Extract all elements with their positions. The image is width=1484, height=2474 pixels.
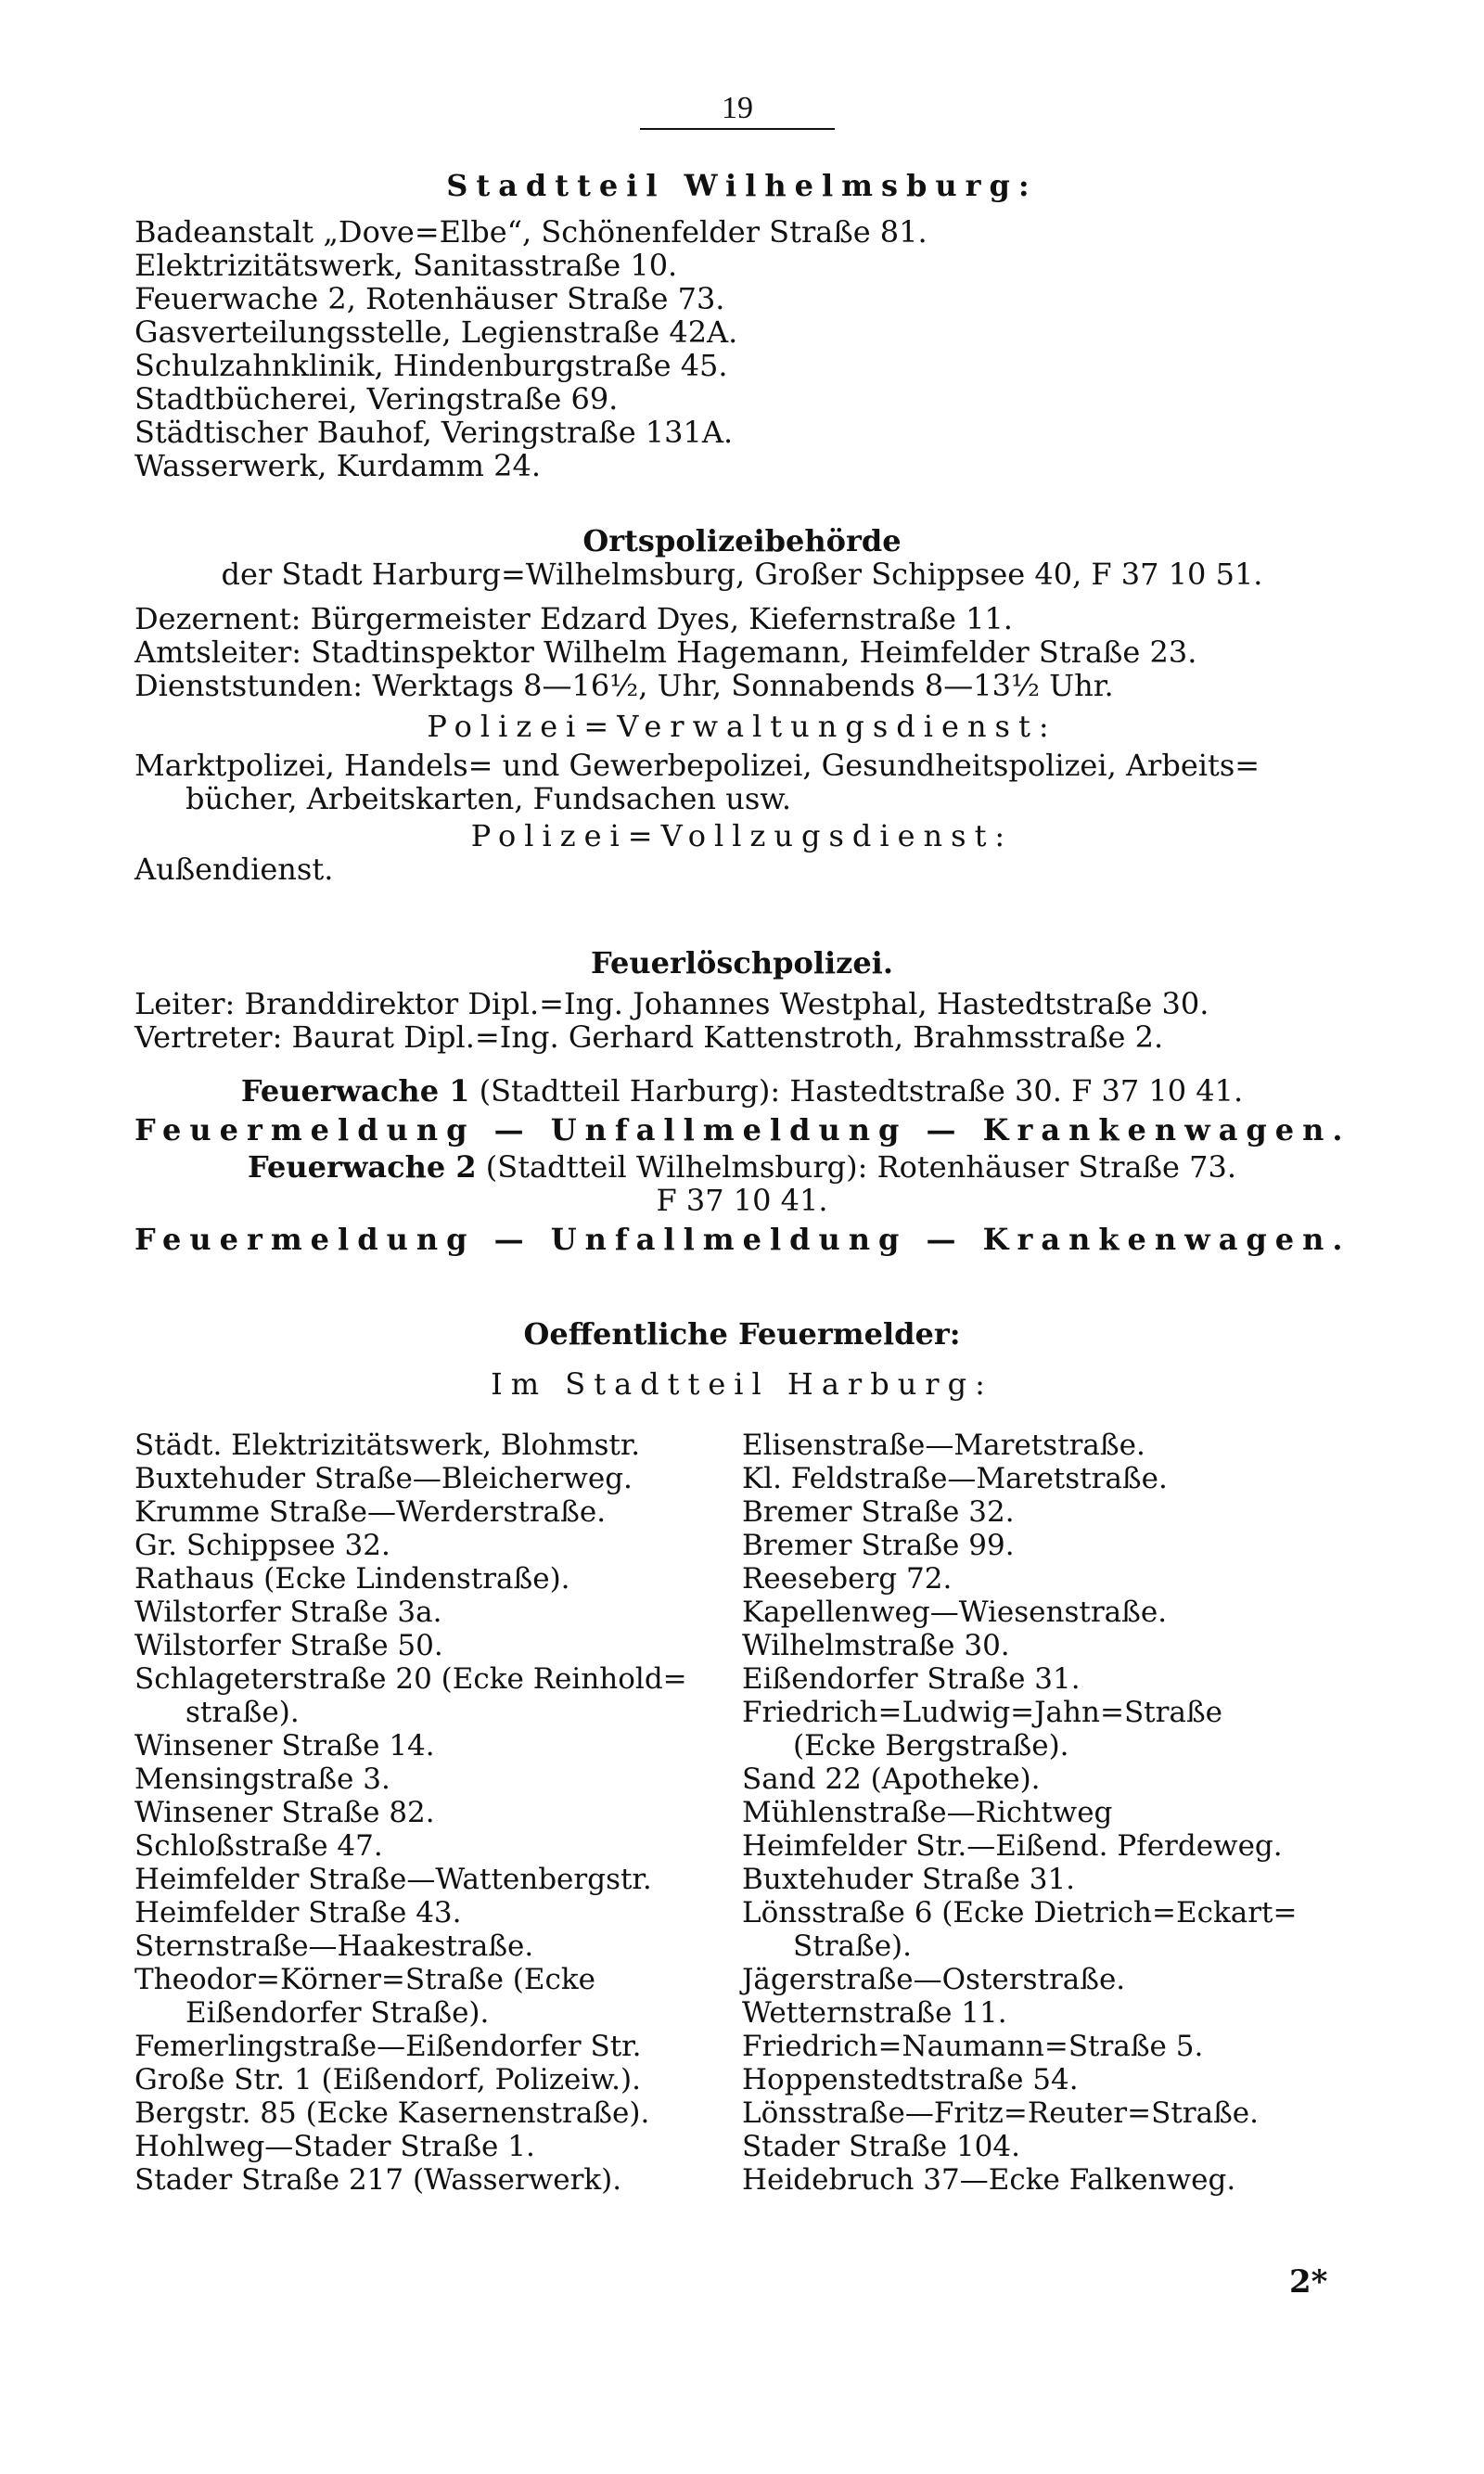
list-item: Eißendorfer Straße 31.: [742, 1662, 1081, 1696]
list-item: Heimfelder Straße 43.: [134, 1896, 462, 1929]
section-heading: Stadtteil Wilhelmsburg:: [446, 168, 1038, 203]
list-item: Badeanstalt „Dove=Elbe“, Schönenfelder Straße 81.: [134, 214, 928, 250]
list-item: Heimfelder Str.—Eißend. Pferdeweg.: [742, 1829, 1283, 1863]
list-item: Mühlenstraße—Richtweg: [742, 1796, 1113, 1829]
list-item: Kl. Feldstraße—Maretstraße.: [742, 1462, 1168, 1495]
list-item: straße).: [186, 1696, 300, 1729]
signature-mark: 2*: [1289, 2263, 1328, 2301]
section-subheading: der Stadt Harburg=Wilhelmsburg, Großer Schippsee 40, F 37 10 51.: [221, 557, 1263, 592]
list-item: Winsener Straße 14.: [134, 1729, 435, 1763]
body-text: Außendienst.: [134, 852, 334, 887]
list-item: Städtischer Bauhof, Veringstraße 131A.: [134, 415, 734, 450]
subsection-heading: Polizei=Verwaltungsdienst:: [427, 709, 1057, 744]
list-item: Elektrizitätswerk, Sanitasstraße 10.: [134, 248, 678, 283]
list-item: Stadtbücherei, Veringstraße 69.: [134, 381, 619, 417]
list-item: Schloßstraße 47.: [134, 1829, 383, 1863]
feuerwache-phone: F 37 10 41.: [656, 1183, 828, 1218]
section-heading: Oeffentliche Feuermelder:: [523, 1316, 961, 1352]
list-item: Eißendorfer Straße).: [186, 1996, 490, 2030]
list-item: Friedrich=Naumann=Straße 5.: [742, 2030, 1204, 2063]
feuerwache-1: [134, 1074, 1350, 1108]
feuerwache-text: (Stadtteil Wilhelmsburg): Rotenhäuser Straße 73.: [476, 1149, 1236, 1185]
leiter-line: Leiter: Branddirektor Dipl.=Ing. Johannes Westphal, Hastedtstraße 30.: [134, 986, 1209, 1021]
feuerwache-text: (Stadtteil Harburg): Hastedtstraße 30. F 37 10 41.: [469, 1073, 1244, 1109]
list-item: (Ecke Bergstraße).: [793, 1729, 1069, 1763]
list-item: Theodor=Körner=Straße (Ecke: [134, 1963, 595, 1996]
list-item: Gr. Schippsee 32.: [134, 1529, 390, 1562]
list-item: Femerlingstraße—Eißendorfer Str.: [134, 2030, 642, 2063]
list-item: Große Str. 1 (Eißendorf, Polizeiw.).: [134, 2063, 641, 2096]
body-text: Marktpolizei, Handels= und Gewerbepolizei, Gesundheitspolizei, Arbeits=: [134, 748, 1260, 783]
list-item: Hohlweg—Stader Straße 1.: [134, 2130, 535, 2163]
feuermelder-right-column: [742, 1429, 1391, 2197]
list-item: Winsener Straße 82.: [134, 1796, 435, 1829]
list-item: Bremer Straße 32.: [742, 1495, 1015, 1529]
section-heading: Ortspolizeibehörde: [582, 523, 902, 558]
list-item: Friedrich=Ludwig=Jahn=Straße: [742, 1696, 1222, 1729]
list-item: Krumme Straße—Werderstraße.: [134, 1495, 607, 1529]
list-item: Reeseberg 72.: [742, 1562, 953, 1596]
section-feuerloeschpolizei: [134, 946, 1350, 1256]
list-item: Sand 22 (Apotheke).: [742, 1763, 1041, 1796]
list-item: Straße).: [793, 1929, 912, 1963]
list-item: Städt. Elektrizitätswerk, Blohmstr.: [134, 1429, 641, 1462]
feuerwache-label: Feuerwache 2: [248, 1149, 477, 1185]
list-item: Wilhelmstraße 30.: [742, 1629, 1010, 1662]
list-item: Mensingstraße 3.: [134, 1763, 390, 1796]
meldung-line: Feuermeldung — Unfallmeldung — Krankenwagen.: [134, 1222, 1351, 1257]
list-item: Schulzahnklinik, Hindenburgstraße 45.: [134, 348, 728, 383]
feuerwache-label: Feuerwache 1: [240, 1073, 470, 1109]
list-item: Stader Straße 217 (Wasserwerk).: [134, 2163, 622, 2197]
section-heading: Feuerlöschpolizei.: [591, 945, 893, 981]
info-line: Dienststunden: Werktags 8—16½, Uhr, Sonnabends 8—13½ Uhr.: [134, 668, 1114, 703]
body-text: bücher, Arbeitskarten, Fundsachen usw.: [186, 781, 791, 816]
subsection-heading: Polizei=Vollzugsdienst:: [470, 818, 1014, 853]
section-feuermelder: [134, 1317, 1350, 1401]
list-item: Kapellenweg—Wiesenstraße.: [742, 1596, 1168, 1629]
info-line: Amtsleiter: Stadtinspektor Wilhelm Hagemann, Heimfelder Straße 23.: [134, 635, 1197, 670]
ortspolizei-lines: [134, 602, 1350, 702]
list-item: Gasverteilungsstelle, Legienstraße 42A.: [134, 314, 738, 350]
section-wilhelmsburg: [134, 169, 1350, 482]
list-item: Lönsstraße 6 (Ecke Dietrich=Eckart=: [742, 1896, 1298, 1929]
list-item: Elisenstraße—Maretstraße.: [742, 1429, 1145, 1462]
list-item: Jägerstraße—Osterstraße.: [742, 1963, 1126, 1996]
list-item: Heimfelder Straße—Wattenbergstr.: [134, 1863, 652, 1896]
list-item: Sternstraße—Haakestraße.: [134, 1929, 534, 1963]
section-subheading: Im Stadtteil Harburg:: [491, 1366, 993, 1402]
list-item: Bremer Straße 99.: [742, 1529, 1015, 1562]
list-item: Schlageterstraße 20 (Ecke Reinhold=: [134, 1662, 687, 1696]
vertreter-line: Vertreter: Baurat Dipl.=Ing. Gerhard Kattenstroth, Brahmsstraße 2.: [134, 1019, 1164, 1055]
list-item: Buxtehuder Straße 31.: [742, 1863, 1076, 1896]
list-item: Feuerwache 2, Rotenhäuser Straße 73.: [134, 281, 725, 316]
list-item: Wetternstraße 11.: [742, 1996, 1007, 2030]
list-item: Wilstorfer Straße 3a.: [134, 1596, 442, 1629]
list-item: Hoppenstedtstraße 54.: [742, 2063, 1079, 2096]
feuermelder-left-column: [134, 1429, 784, 2197]
list-item: Buxtehuder Straße—Bleicherweg.: [134, 1462, 633, 1495]
info-line: Dezernent: Bürgermeister Edzard Dyes, Kiefernstraße 11.: [134, 601, 1013, 636]
list-item: Lönsstraße—Fritz=Reuter=Straße.: [742, 2096, 1260, 2130]
wilhelmsburg-list: [134, 215, 1350, 482]
list-item: Bergstr. 85 (Ecke Kasernenstraße).: [134, 2096, 650, 2130]
list-item: Wasserwerk, Kurdamm 24.: [134, 448, 542, 483]
section-ortspolizei: [134, 524, 1350, 886]
list-item: Stader Straße 104.: [742, 2130, 1020, 2163]
meldung-line: Feuermeldung — Unfallmeldung — Krankenwagen.: [134, 1112, 1351, 1147]
feuerwache-2: [134, 1150, 1350, 1184]
page-number: 19: [640, 91, 835, 130]
list-item: Heidebruch 37—Ecke Falkenweg.: [742, 2163, 1236, 2197]
list-item: Wilstorfer Straße 50.: [134, 1629, 443, 1662]
list-item: Rathaus (Ecke Lindenstraße).: [134, 1562, 570, 1596]
